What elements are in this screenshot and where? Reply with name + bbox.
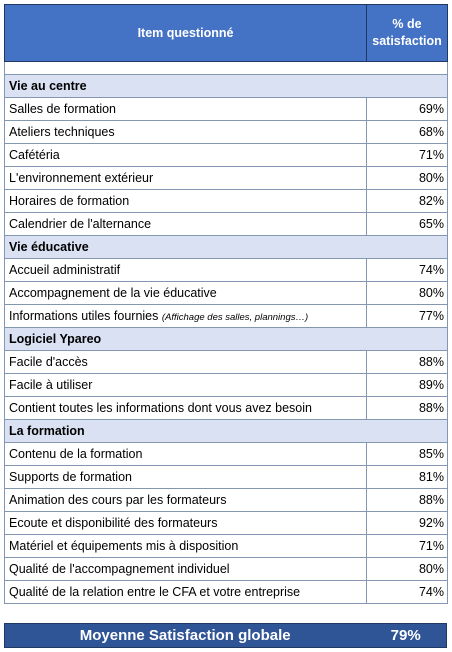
item-label: Contenu de la formation (9, 447, 143, 461)
table-row (5, 282, 448, 305)
item-cell (5, 259, 367, 282)
item-cell (5, 305, 367, 328)
item-cell (5, 121, 367, 144)
satisfaction-value: 71% (367, 144, 448, 167)
spacer-cell (367, 62, 448, 75)
header-satisfaction (367, 5, 448, 62)
item-cell (5, 397, 367, 420)
table-row (5, 581, 448, 604)
section-header-row (5, 328, 448, 351)
item-label: Salles de formation (9, 102, 117, 116)
item-label: Matériel et équipements mis à disposition (9, 539, 239, 553)
item-label: Supports de formation (9, 470, 132, 484)
global-satisfaction-label: Moyenne Satisfaction globale (79, 627, 291, 644)
table-row (5, 512, 448, 535)
item-label: Qualité de la relation entre le CFA et votre entreprise (9, 585, 301, 599)
table-body (5, 62, 448, 604)
satisfaction-value: 77% (367, 305, 448, 328)
item-cell (5, 535, 367, 558)
section-empty-cell (367, 420, 448, 443)
section-title: Vie éducative (5, 236, 367, 259)
table-row (5, 98, 448, 121)
item-cell (5, 466, 367, 489)
item-cell (5, 374, 367, 397)
item-label: Ecoute et disponibilité des formateurs (9, 516, 218, 530)
item-label: Accompagnement de la vie éducative (9, 286, 217, 300)
satisfaction-value: 80% (367, 167, 448, 190)
satisfaction-value: 74% (367, 581, 448, 604)
item-label: Animation des cours par les formateurs (9, 493, 227, 507)
item-cell (5, 512, 367, 535)
satisfaction-table-container (4, 4, 447, 604)
table-row (5, 558, 448, 581)
section-empty-cell (367, 75, 448, 98)
table-row (5, 305, 448, 328)
item-cell (5, 98, 367, 121)
item-label: Facile à utiliser (9, 378, 93, 392)
satisfaction-value: 74% (367, 259, 448, 282)
satisfaction-value: 89% (367, 374, 448, 397)
section-title: La formation (5, 420, 367, 443)
header-satisfaction-line1: % de (392, 17, 422, 31)
table-header-row (5, 5, 448, 62)
item-cell (5, 558, 367, 581)
header-satisfaction-line2: satisfaction (372, 34, 442, 48)
satisfaction-value: 92% (367, 512, 448, 535)
table-row (5, 397, 448, 420)
item-label: L'environnement extérieur (9, 171, 154, 185)
item-cell (5, 213, 367, 236)
item-label: Facile d'accès (9, 355, 88, 369)
table-row (5, 466, 448, 489)
satisfaction-value: 88% (367, 397, 448, 420)
item-label: Informations utiles fournies (9, 309, 159, 323)
table-row (5, 535, 448, 558)
satisfaction-table (4, 4, 448, 604)
section-header-row (5, 236, 448, 259)
item-label: Qualité de l'accompagnement individuel (9, 562, 230, 576)
item-cell (5, 489, 367, 512)
table-row (5, 351, 448, 374)
satisfaction-value: 82% (367, 190, 448, 213)
item-label: Contient toutes les informations dont vous avez besoin (9, 401, 312, 415)
table-row (5, 443, 448, 466)
item-label: Cafétéria (9, 148, 60, 162)
satisfaction-value: 68% (367, 121, 448, 144)
spacer-row (5, 62, 448, 75)
item-note: (Affichage des salles, plannings…) (161, 312, 309, 323)
table-row (5, 121, 448, 144)
item-cell (5, 144, 367, 167)
global-satisfaction-bar (4, 623, 447, 648)
table-row (5, 167, 448, 190)
section-header-row (5, 75, 448, 98)
item-cell (5, 282, 367, 305)
satisfaction-value: 80% (367, 282, 448, 305)
section-header-row (5, 420, 448, 443)
item-cell (5, 167, 367, 190)
satisfaction-value: 65% (367, 213, 448, 236)
item-cell (5, 581, 367, 604)
item-cell (5, 190, 367, 213)
table-row (5, 213, 448, 236)
section-empty-cell (367, 236, 448, 259)
global-satisfaction-value: 79% (390, 627, 421, 644)
satisfaction-value: 88% (367, 351, 448, 374)
spacer-cell (5, 62, 367, 75)
item-label: Horaires de formation (9, 194, 130, 208)
item-cell (5, 351, 367, 374)
section-title: Logiciel Ypareo (5, 328, 367, 351)
satisfaction-value: 81% (367, 466, 448, 489)
satisfaction-value: 69% (367, 98, 448, 121)
section-title: Vie au centre (5, 75, 367, 98)
item-cell (5, 443, 367, 466)
satisfaction-value: 88% (367, 489, 448, 512)
item-label: Calendrier de l'alternance (9, 217, 152, 231)
satisfaction-value: 80% (367, 558, 448, 581)
satisfaction-value: 85% (367, 443, 448, 466)
table-row (5, 259, 448, 282)
item-label: Ateliers techniques (9, 125, 115, 139)
section-empty-cell (367, 328, 448, 351)
item-label: Accueil administratif (9, 263, 121, 277)
table-row (5, 190, 448, 213)
table-row (5, 144, 448, 167)
header-item: Item questionné (5, 5, 367, 62)
table-row (5, 489, 448, 512)
table-row (5, 374, 448, 397)
satisfaction-value: 71% (367, 535, 448, 558)
